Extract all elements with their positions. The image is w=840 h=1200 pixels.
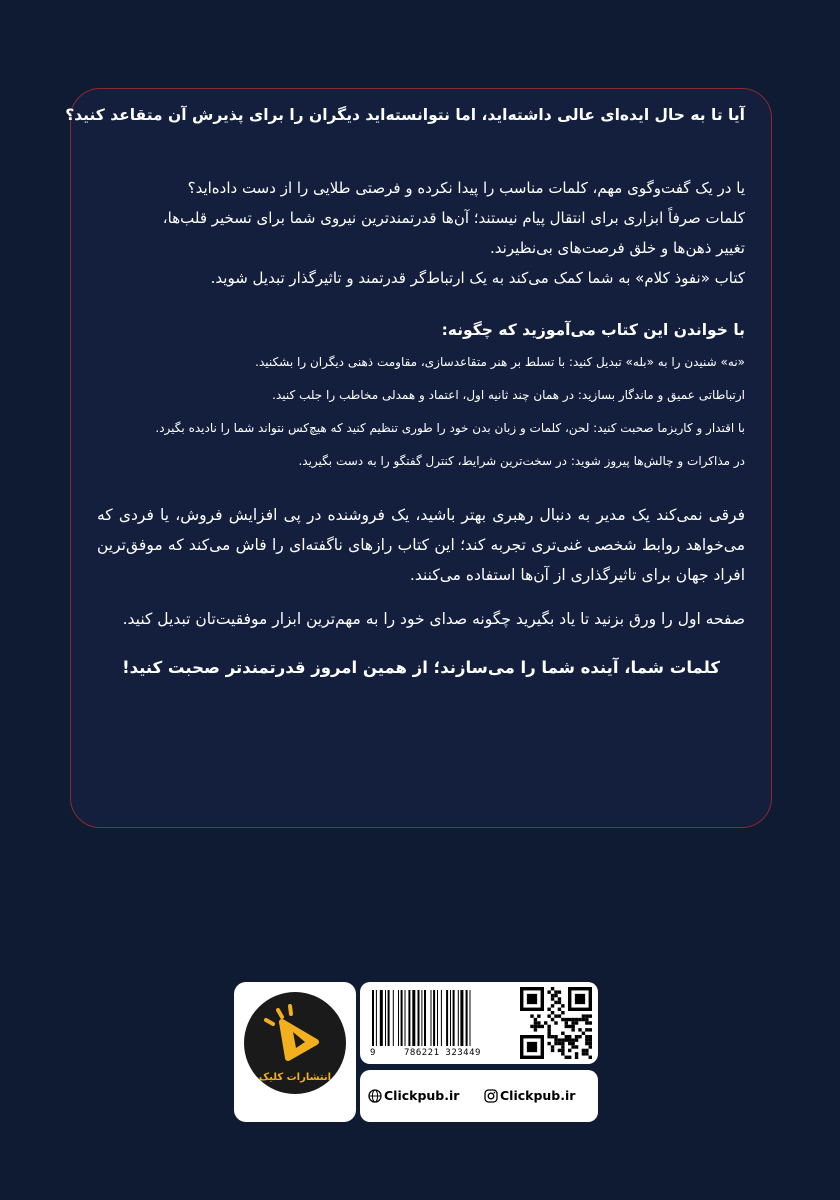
audience-paragraph: فرقی نمی‌کند یک مدیر به دنبال رهبری بهتر باشید، یک فروشنده در پی افزایش فروش، یا فردی که می‌خواهد روابط شخصی غنی‌تری تجربه کند؛ این کتاب رازهای ناگفته‌ای را فاش می‌کند که موفق‌ترین افراد جهان برای تاثیرگذاری از آن‌ها استفاده می‌کنند. [97,506,745,584]
bullet-item: با اقتدار و کاریزما صحبت کنید: لحن، کلمات و زبان بدن خود را طوری تنظیم کنید که هیچ‌کس نتواند شما را نادیده بگیرد. [155,421,745,435]
isbn-digits: 786221 323449 [404,1048,481,1058]
learn-subheading: با خواندن این کتاب می‌آموزید که چگونه: [441,321,745,339]
back-cover-text-panel [65,88,772,828]
globe-icon [368,1089,382,1103]
links-panel [360,1070,598,1122]
bullet-item: «نه» شنیدن را به «بله» تبدیل کنید: با تسلط بر هنر متقاعدسازی، مقاومت ذهنی دیگران را بشکنید. [255,355,745,369]
bullet-item: ارتباطاتی عمیق و ماندگار بسازید: در همان چند ثانیه اول، اعتماد و همدلی مخاطب را جلب کنید. [272,388,745,402]
opening-question: آیا تا به حال ایده‌ای عالی داشته‌اید، اما نتوانسته‌اید دیگران را برای پذیرش آن متقاعد کنید؟ [65,106,745,124]
bullet-list [97,353,745,470]
website-link[interactable]: Clickpub.ir [384,1088,460,1103]
play-logo-icon [244,992,346,1094]
publisher-footer [234,982,598,1122]
qr-code[interactable] [520,987,592,1059]
intro-line: یا در یک گفت‌وگوی مهم، کلمات مناسب را پیدا نکرده و فرصتی طلایی را از دست داده‌اید؟ [187,179,745,197]
bullet-item: در مذاکرات و چالش‌ها پیروز شوید: در سخت‌ترین شرایط، کنترل گفتگو را به دست بگیرید. [298,454,745,468]
instagram-link[interactable]: Clickpub.ir [500,1088,576,1103]
isbn-prefix: 9 [370,1048,376,1058]
intro-line: تغییر ذهن‌ها و خلق فرصت‌های بی‌نظیرند. [490,239,745,257]
intro-line: کلمات صرفاً ابزاری برای انتقال پیام نیستند؛ آن‌ها قدرتمندترین نیروی شما برای تسخیر قلب‌ها، [162,209,745,227]
intro-line: کتاب «نفوذ کلام» به شما کمک می‌کند به یک ارتباط‌گر قدرتمند و تاثیرگذار تبدیل شوید. [210,269,745,287]
publisher-logo [234,982,356,1122]
publisher-logo-text: انتشارات کلیک [258,1072,332,1083]
intro-block [97,173,745,293]
closing-slogan: کلمات شما، آینده شما را می‌سازند؛ از همین امروز قدرتمندتر صحبت کنید! [122,658,720,677]
instagram-icon [484,1089,498,1103]
barcode-panel [360,982,598,1064]
barcode [364,986,514,1054]
cta-line: صفحه اول را ورق بزنید تا یاد بگیرید چگونه صدای خود را به مهم‌ترین ابزار موفقیت‌تان تبدیل کنید. [122,610,745,628]
